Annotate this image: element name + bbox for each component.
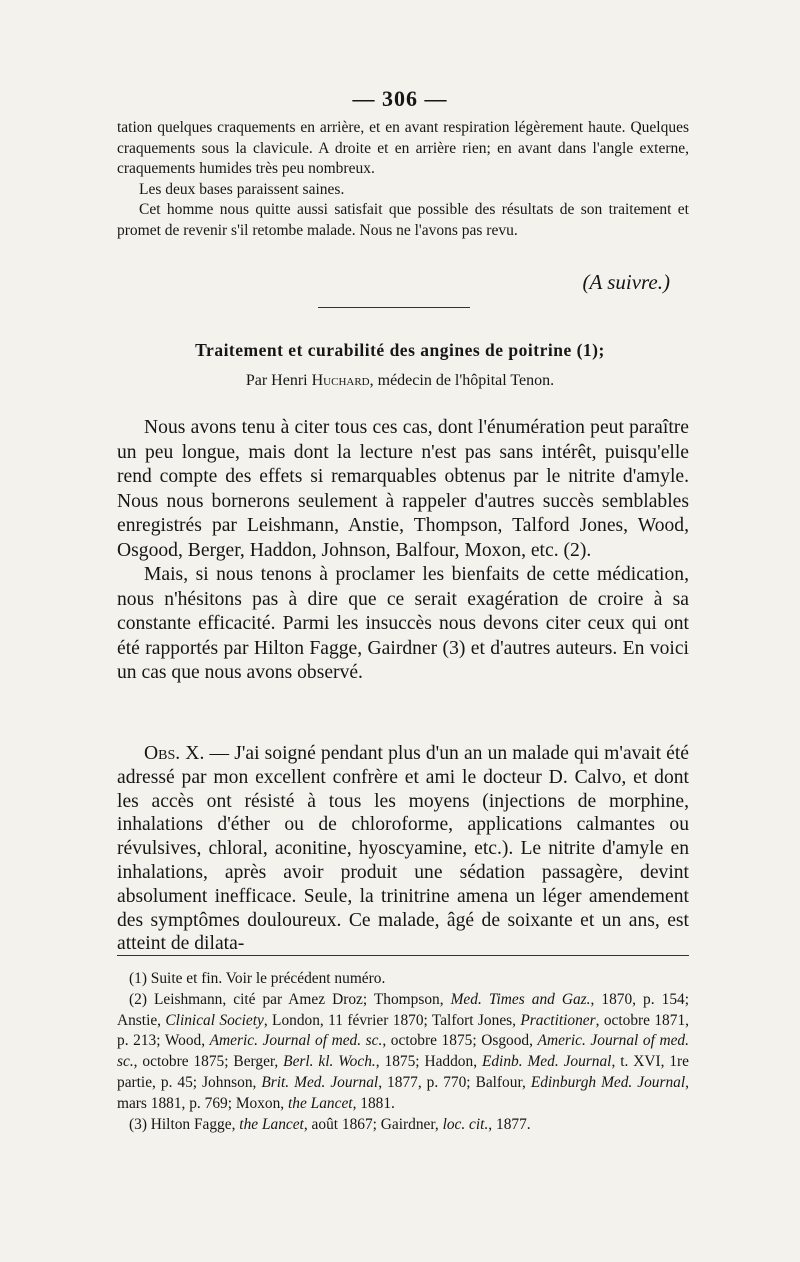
- page-number: — 306 —: [352, 86, 448, 111]
- paragraph: tation quelques craquements en arrière, et en avant respiration légèrement haute. Quelques craquements sous la clavicule. A droite et en arrière rien; en avant dans l'angle externe, craquements humides très peu nombreux.: [117, 119, 689, 177]
- fn-journal: Berl. kl. Woch.: [283, 1053, 376, 1071]
- fn-journal: Americ. Journal of med. sc.: [209, 1032, 383, 1050]
- section-divider: [318, 307, 470, 308]
- fn-journal: Med. Times and Gaz.: [450, 990, 591, 1008]
- observation-paragraph: [117, 742, 689, 956]
- paragraph: Cet homme nous quitte aussi satisfait que possible des résultats de son traitement et promet de revenir s'il retombe malade. Nous ne l'avons pas revu.: [117, 201, 689, 239]
- fn-text: , 1877.: [488, 1115, 531, 1133]
- fn-journal: Brit. Med. Journal: [261, 1073, 379, 1091]
- previous-article-ending: [117, 118, 689, 241]
- fn-journal: Edinb. Med. Journal: [481, 1053, 612, 1071]
- fn-text: , 1877, p. 770; Balfour,: [378, 1073, 531, 1091]
- fn-text: , octobre 1875; Osgood,: [382, 1032, 538, 1050]
- paragraph: Mais, si nous tenons à proclamer les bienfaits de cette médication, nous n'hésitons pas à dire que ce serait exagération de croire à sa constante efficacité. Parmi les insuccès nous devons citer ceux qui ont été rapportés par Hilton Fagge, Gairdner (3) et d'autres auteurs. En voici un cas que nous avons observé.: [117, 564, 689, 683]
- fn-journal: loc. cit.: [442, 1115, 489, 1133]
- article-body: [117, 416, 689, 686]
- fn-text: (2) Leishmann, cité par Amez Droz; Thompson,: [129, 990, 451, 1008]
- byline-prefix: Par Henri: [245, 372, 308, 389]
- paragraph: Nous avons tenu à citer tous ces cas, dont l'énumération peut paraître un peu longue, mais dont la lecture n'est pas sans intérêt, puisqu'elle rend compte des effets si remarquables obtenus par le nitrite d'amyle. Nous nous bornerons seulement à rappeler d'autres succès semblables enregistrés par Leishmann, Anstie, Thompson, Talford Jones, Wood, Osgood, Berger, Haddon, Johnson, Balfour, Moxon, etc. (2).: [117, 417, 689, 561]
- footnote-2: [117, 990, 689, 1115]
- observation-text: — J'ai soigné pendant plus d'un an un malade qui m'avait été adressé par mon excellent confrère et ami le docteur D. Calvo, et dont les accès ont résisté à tous les moyens (injections de morphine, inhalations d'éther ou de chloroforme, applications calmantes ou révulsives, chloral, aconitine, hyoscyamine, etc.). Le nitrite d'amyle en inhalations, après avoir produit une sédation passagère, devint absolument inefficace. Seule, la trinitrine amena un léger amendement des symptômes douloureux. Ce malade, âgé de soixante et un ans, est atteint de dilata-: [117, 743, 689, 955]
- observation-label: Obs. X.: [144, 743, 205, 764]
- author-name: Huchard: [311, 372, 370, 389]
- fn-text: , 1881.: [352, 1094, 395, 1112]
- fn-text: , 1870, p. 154; Anstie,: [117, 990, 689, 1029]
- to-be-continued: (A suivre.): [582, 270, 670, 294]
- fn-text: , London, 11 février 1870; Talfort Jones,: [263, 1011, 521, 1029]
- footnotes: [117, 969, 689, 1135]
- fn-journal: the Lancet: [288, 1094, 353, 1112]
- fn-text: , t. XVI, 1re partie, p. 45; Johnson,: [117, 1053, 689, 1091]
- byline-suffix: , médecin de l'hôpital Tenon.: [369, 372, 555, 389]
- observation: [117, 742, 689, 956]
- fn-text: , août 1867; Gairdner,: [303, 1115, 443, 1133]
- footnote-1: (1) Suite et fin. Voir le précédent numéro.: [129, 970, 386, 987]
- fn-text: , octobre 1875; Berger,: [133, 1053, 284, 1071]
- fn-text: , 1875; Haddon,: [375, 1053, 482, 1071]
- article-byline: [0, 372, 800, 390]
- fn-journal: Practitioner: [520, 1011, 596, 1029]
- fn-text: , octobre 1871, p. 213; Wood,: [117, 1011, 689, 1050]
- article-title: Traitement et curabilité des angines de poitrine (1);: [195, 340, 605, 360]
- footnote-divider: [117, 955, 689, 956]
- fn-text: , mars 1881, p. 769; Moxon,: [117, 1073, 689, 1112]
- paragraph: Les deux bases paraissent saines.: [139, 180, 345, 198]
- fn-journal: Edinburgh Med. Journal: [530, 1073, 686, 1091]
- fn-text: (3) Hilton Fagge,: [129, 1115, 240, 1133]
- fn-journal: Americ. Journal of med. sc.: [117, 1032, 689, 1071]
- footnote-3: [117, 1115, 689, 1136]
- fn-journal: the Lancet: [239, 1115, 304, 1133]
- fn-journal: Clinical Society: [165, 1011, 264, 1029]
